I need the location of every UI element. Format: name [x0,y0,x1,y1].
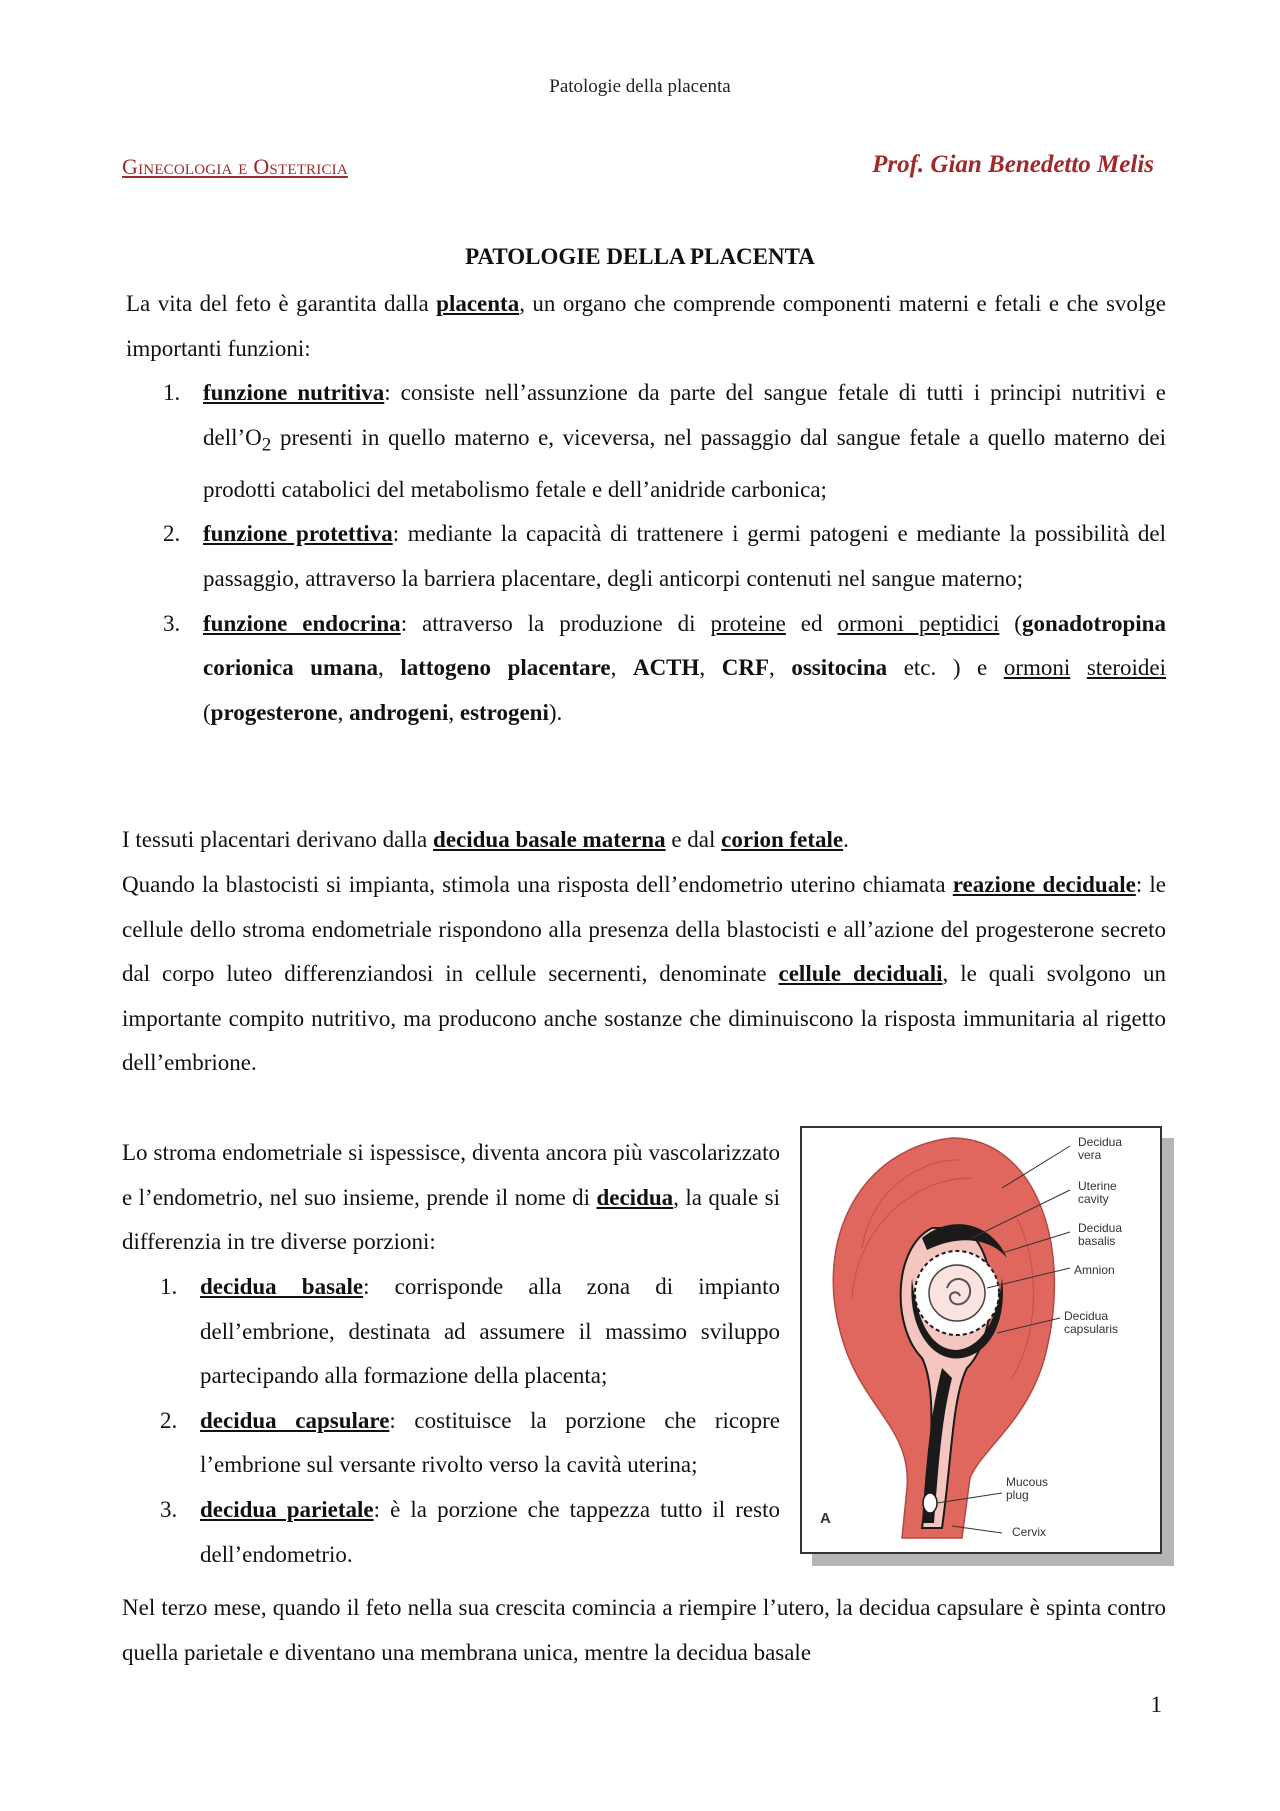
professor-name: Prof. Gian Benedetto Melis [872,151,1154,178]
term-decidua-capsulare: decidua capsulare [200,1407,390,1433]
term-placenta: placenta [436,291,520,316]
uterus-figure [800,1126,1162,1554]
term-protettiva: funzione protettiva [203,521,393,547]
label-decidua-capsularis: Decidua capsularis [1064,1309,1119,1336]
label-mucous-plug: Mucous plug [1006,1475,1049,1502]
term-ormoni-peptidici: ormoni peptidici [837,610,1000,636]
term-decidua-basale-materna: decidua basale materna [433,827,666,852]
term-hcg: gonadotropina corionica umana [203,610,1166,681]
paragraph-text: Lo stroma endometriale si ispessisce, diventa ancora più vascolarizzato e l’endometrio, nel suo insieme, prende il nome di [122,1140,780,1210]
list-text: ( [203,699,211,725]
label-decidua-basalis: Decidua basalis [1078,1221,1123,1248]
page-number: 1 [1150,1692,1162,1717]
list-text: etc. ) e [887,655,1004,681]
decidua-list [160,1265,780,1577]
list-number: 3. [160,1496,178,1522]
paragraph-text: I tessuti placentari derivano dalla [122,827,434,852]
list-text: ed [785,610,838,636]
term-estrogeni: estrogeni [459,699,549,725]
list-item [163,371,1166,512]
list-text: ( [999,610,1022,636]
paragraph-text: Quando la blastocisti si impianta, stimola una risposta dell’endometrio uterino chiamata [122,872,953,897]
list-text: ). [548,699,563,725]
label-decidua-vera: Decidua vera [1078,1135,1123,1162]
list-text: : attraverso la produzione di [400,610,711,636]
mucous-plug [923,1493,937,1513]
term-crf: CRF [721,655,769,681]
list-item [160,1399,780,1488]
term-lattogeno: lattogeno placentare [400,655,611,681]
paragraph-text: e dal [665,827,722,852]
term-decidua-basale: decidua basale [200,1274,364,1299]
term-steroidei: steroidei [1086,655,1167,681]
list-text [1070,655,1087,680]
course-title: Ginecologia e Ostetricia [122,154,348,179]
functions-list [163,371,1167,735]
list-text: : è la porzione che tappezza tutto il resto dell’endometrio. [200,1496,780,1567]
list-text: : corrisponde alla zona di impianto dell’embrione, destinata ad assumere il massimo sviluppo partecipando alla formazione della placenta; [200,1274,780,1389]
term-androgeni: androgeni [349,699,449,725]
list-number: 3. [163,610,181,636]
list-text: : costituisce la porzione che ricopre l’embrione sul versante rivolto verso la cavità uterina; [200,1407,780,1478]
list-number: 1. [163,380,181,405]
paragraph-text: , la quale si differenzia in tre diverse porzioni: [122,1184,780,1255]
term-decidua: decidua [596,1184,674,1210]
reaction-paragraph [122,863,1166,1086]
term-ossitocina: ossitocina [791,655,888,681]
term-reazione-deciduale: reazione deciduale [952,872,1136,897]
tissues-paragraph [122,818,1166,863]
list-text: , [448,699,460,725]
list-text: , [610,655,633,681]
running-header: Patologie della placenta [549,76,731,97]
document-title: PATOLOGIE DELLA PLACENTA [465,244,815,269]
term-endocrina: funzione endocrina [203,610,401,636]
list-text: , [378,655,401,681]
list-text: : consiste nell’assunzione da parte del sangue fetale di tutti i principi nutritivi e dell’O [203,380,1166,450]
list-item [163,512,1166,601]
term-corion-fetale: corion fetale [721,827,844,852]
list-text: , [337,699,350,725]
term-progesterone: progesterone [210,699,338,725]
term-proteine: proteine [710,610,786,636]
intro-paragraph [126,282,1166,371]
label-uterine-cavity: Uterine cavity [1078,1179,1117,1206]
panel-letter: A [820,1510,831,1527]
list-number: 2. [160,1407,178,1433]
list-text: presenti in quello materno e, viceversa, nel passaggio dal sangue fetale a quello materno dei prodotti catabolici del metabolismo fetale e dell’anidride carbonica; [203,424,1166,502]
third-month-paragraph: Nel terzo mese, quando il feto nella sua crescita comincia a riempire l’utero, la decidua capsulare è spinta contro quella parietale e diventano una membrana unica, mentre la decidua basale [122,1595,1166,1665]
list-item [160,1265,780,1399]
term-cellule-deciduali: cellule deciduali [778,961,943,987]
stroma-paragraph [122,1131,780,1265]
paragraph-text: . [843,827,849,852]
list-item [160,1488,780,1577]
term-decidua-parietale: decidua parietale [200,1496,374,1522]
intro-text-2: , un organo che comprende componenti materni e fetali e che svolge importanti funzioni: [126,291,1166,361]
list-text: : mediante la capacità di trattenere i germi patogeni e mediante la possibilità del passaggio, attraverso la barriera placentare, degli anticorpi contenuti nel sangue materno; [203,521,1166,591]
subscript: 2 [261,434,272,456]
list-text: , [699,655,722,681]
paragraph-text: : le cellule dello stroma endometriale rispondono alla presenza della blastocisti e all’azione del progesterone secreto dal corpo luteo differenziandosi in cellule secernenti, denominate [122,872,1166,987]
list-number: 2. [163,521,181,547]
list-text: , [769,655,792,681]
list-number: 1. [160,1274,178,1299]
term-nutritiva: funzione nutritiva [203,380,385,405]
term-ormoni: ormoni [1003,655,1071,681]
label-amnion: Amnion [1074,1263,1115,1277]
intro-text: La vita del feto è garantita dalla [126,291,437,316]
label-cervix: Cervix [1012,1525,1047,1539]
term-acth: ACTH [632,655,700,681]
paragraph-text: , le quali svolgono un importante compito nutritivo, ma producono anche sostanze che diminuiscono la risposta immunitaria al rigetto dell’embrione. [122,961,1166,1076]
list-item [163,602,1167,736]
